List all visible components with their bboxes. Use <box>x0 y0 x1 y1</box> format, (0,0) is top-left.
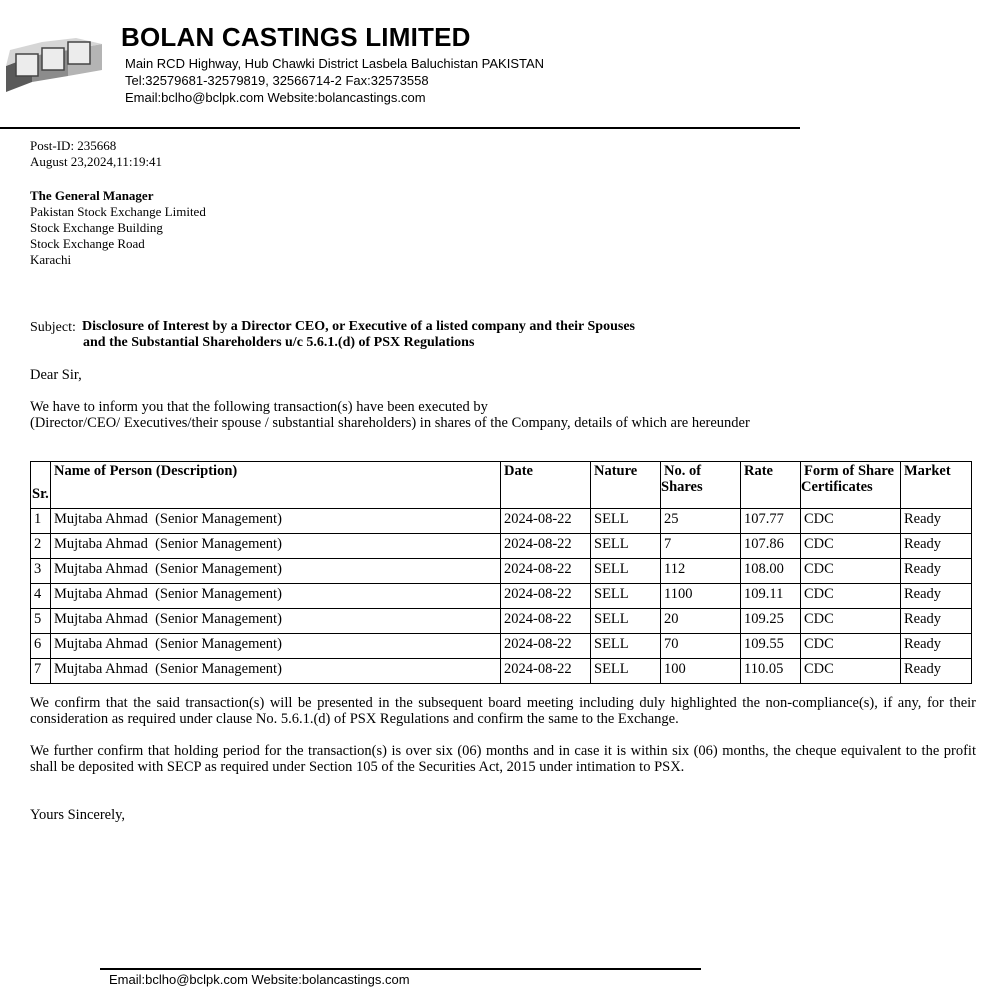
cell-shares: 100 <box>661 659 741 684</box>
cell-form: CDC <box>801 584 901 609</box>
cell-form: CDC <box>801 609 901 634</box>
cell-nature: SELL <box>591 534 661 559</box>
table-header-row <box>31 462 972 509</box>
header-form-line-1: Form of Share <box>804 463 894 479</box>
cell-sr: 6 <box>31 634 51 659</box>
cell-date: 2024-08-22 <box>501 659 591 684</box>
cell-name: Mujtaba Ahmad (Senior Management) <box>51 659 501 684</box>
header-shares-line-2: Shares <box>661 479 703 495</box>
header-sr: Sr. <box>31 462 51 509</box>
table-row <box>31 634 972 659</box>
recipient-title: The General Manager <box>30 188 154 203</box>
header-date: Date <box>501 462 591 509</box>
company-logo <box>2 36 104 94</box>
cell-nature: SELL <box>591 584 661 609</box>
cell-shares: 112 <box>661 559 741 584</box>
intro-line-2: (Director/CEO/ Executives/their spouse / substantial shareholders) in shares of the Company, details of which are hereunder <box>30 415 750 431</box>
cell-shares: 70 <box>661 634 741 659</box>
table-row <box>31 534 972 559</box>
table-row <box>31 509 972 534</box>
cell-rate: 109.55 <box>741 634 801 659</box>
cell-rate: 109.25 <box>741 609 801 634</box>
cell-name: Mujtaba Ahmad (Senior Management) <box>51 559 501 584</box>
salutation: Dear Sir, <box>30 367 82 383</box>
cell-shares: 7 <box>661 534 741 559</box>
cell-rate: 107.86 <box>741 534 801 559</box>
cell-form: CDC <box>801 559 901 584</box>
table-row <box>31 609 972 634</box>
company-address: Main RCD Highway, Hub Chawki District Lasbela Baluchistan PAKISTAN <box>125 56 545 71</box>
cell-market: Ready <box>901 584 972 609</box>
company-name: BOLAN CASTINGS LIMITED <box>121 22 471 52</box>
cell-date: 2024-08-22 <box>501 534 591 559</box>
header-nature: Nature <box>591 462 661 509</box>
header-form-line-2: Certificates <box>801 479 873 495</box>
cell-sr: 3 <box>31 559 51 584</box>
post-datetime: August 23,2024,11:19:41 <box>30 154 163 169</box>
subject-line-1: Disclosure of Interest by a Director CEO, or Executive of a listed company and their Spouses <box>82 319 635 334</box>
cell-date: 2024-08-22 <box>501 584 591 609</box>
cell-sr: 1 <box>31 509 51 534</box>
cell-market: Ready <box>901 509 972 534</box>
cell-form: CDC <box>801 659 901 684</box>
cell-nature: SELL <box>591 659 661 684</box>
cell-form: CDC <box>801 509 901 534</box>
cell-shares: 1100 <box>661 584 741 609</box>
cell-rate: 110.05 <box>741 659 801 684</box>
header-form <box>801 462 901 509</box>
cell-name: Mujtaba Ahmad (Senior Management) <box>51 584 501 609</box>
subject-line-2: and the Substantial Shareholders u/c 5.6.1.(d) of PSX Regulations <box>83 335 475 350</box>
cell-form: CDC <box>801 634 901 659</box>
footer-divider <box>100 968 701 970</box>
cell-date: 2024-08-22 <box>501 634 591 659</box>
cell-rate: 109.11 <box>741 584 801 609</box>
cell-shares: 25 <box>661 509 741 534</box>
header-rate: Rate <box>741 462 801 509</box>
cell-nature: SELL <box>591 609 661 634</box>
transactions-table <box>30 461 972 684</box>
cell-market: Ready <box>901 659 972 684</box>
cell-market: Ready <box>901 559 972 584</box>
header-shares <box>661 462 741 509</box>
company-contact: Email:bclho@bclpk.com Website:bolancastings.com <box>125 90 426 105</box>
cell-nature: SELL <box>591 634 661 659</box>
closing-line: Yours Sincerely, <box>30 807 126 823</box>
cell-market: Ready <box>901 534 972 559</box>
header-shares-line-1: No. of <box>664 463 702 479</box>
recipient-line: Stock Exchange Building <box>30 220 163 235</box>
cell-rate: 108.00 <box>741 559 801 584</box>
cell-date: 2024-08-22 <box>501 609 591 634</box>
header-market: Market <box>901 462 972 509</box>
cell-nature: SELL <box>591 559 661 584</box>
cell-rate: 107.77 <box>741 509 801 534</box>
cell-name: Mujtaba Ahmad (Senior Management) <box>51 634 501 659</box>
header-name: Name of Person (Description) <box>51 462 501 509</box>
confirmation-paragraph-1: We confirm that the said transaction(s) will be presented in the subsequent board meeting including duly highlighted the non-compliance(s), if any, for their consideration as required under clause No. 5.6.1.(d) of PSX Regulations and confirm the same to the Exchange. <box>30 695 976 727</box>
table-row <box>31 584 972 609</box>
company-phone-fax: Tel:32579681-32579819, 32566714-2 Fax:32573558 <box>125 73 429 88</box>
cell-name: Mujtaba Ahmad (Senior Management) <box>51 609 501 634</box>
cell-name: Mujtaba Ahmad (Senior Management) <box>51 534 501 559</box>
intro-line-1: We have to inform you that the following transaction(s) have been executed by <box>30 399 488 415</box>
recipient-line: Karachi <box>30 252 72 267</box>
table-row <box>31 659 972 684</box>
confirmation-paragraph-2: We further confirm that holding period for the transaction(s) is over six (06) months and in case it is within six (06) months, the cheque equivalent to the profit shall be deposited with SECP as required under Section 105 of the Securities Act, 2015 under intimation to PSX. <box>30 743 976 775</box>
cell-date: 2024-08-22 <box>501 559 591 584</box>
footer-contact: Email:bclho@bclpk.com Website:bolancastings.com <box>109 972 410 987</box>
cell-form: CDC <box>801 534 901 559</box>
cell-name: Mujtaba Ahmad (Senior Management) <box>51 509 501 534</box>
cell-market: Ready <box>901 634 972 659</box>
cell-nature: SELL <box>591 509 661 534</box>
cell-sr: 7 <box>31 659 51 684</box>
cell-sr: 2 <box>31 534 51 559</box>
post-id: Post-ID: 235668 <box>30 138 117 153</box>
table-row <box>31 559 972 584</box>
subject-label: Subject: <box>30 320 76 335</box>
cell-market: Ready <box>901 609 972 634</box>
cell-sr: 4 <box>31 584 51 609</box>
cell-shares: 20 <box>661 609 741 634</box>
recipient-line: Pakistan Stock Exchange Limited <box>30 204 206 219</box>
header-divider <box>0 127 800 129</box>
recipient-line: Stock Exchange Road <box>30 236 145 251</box>
cell-sr: 5 <box>31 609 51 634</box>
cell-date: 2024-08-22 <box>501 509 591 534</box>
